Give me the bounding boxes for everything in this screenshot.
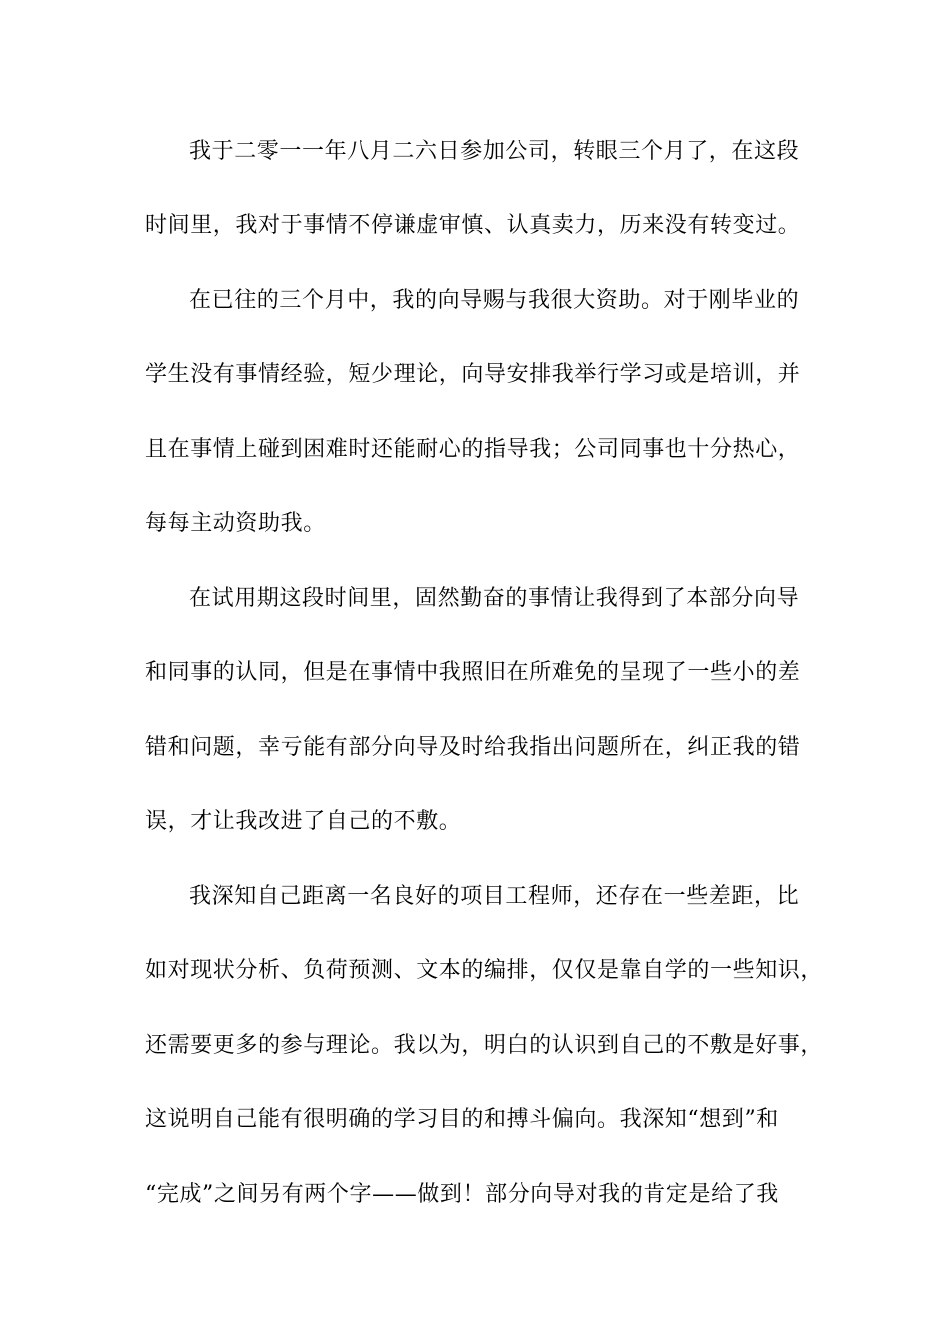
paragraph-4-line-2: 如对现状分析、负荷预测、文本的编排，仅仅是靠自学的一些知识， — [145, 958, 824, 983]
paragraph-3-line-1: 在试用期这段时间里，固然勤奋的事情让我得到了本部分向导 — [189, 586, 800, 611]
paragraph-4-line-3: 还需要更多的参与理论。我以为，明白的认识到自己的不敷是好事， — [145, 1033, 824, 1058]
paragraph-2-line-2: 学生没有事情经验，短少理论，向导安排我举行学习或是培训，并 — [145, 362, 801, 387]
paragraph-3-line-2: 和同事的认同，但是在事情中我照旧在所难免的呈现了一些小的差 — [145, 660, 801, 685]
paragraph-3-line-4: 误，才让我改进了自己的不敷。 — [145, 809, 462, 834]
paragraph-4-line-1: 我深知自己距离一名良好的项目工程师，还存在一些差距，比 — [189, 884, 800, 909]
paragraph-2-line-1: 在已往的三个月中，我的向导赐与我很大资助。对于刚毕业的 — [189, 288, 800, 313]
paragraph-1-line-1: 我于二零一一年八月二六日参加公司，转眼三个月了，在这段 — [189, 139, 800, 164]
paragraph-1-line-2: 时间里，我对于事情不停谦虚审慎、认真卖力，历来没有转变过。 — [145, 213, 801, 238]
paragraph-4-line-5: “完成”之间另有两个字——做到！部分向导对我的肯定是给了我 — [145, 1182, 779, 1207]
paragraph-2-line-4: 每每主动资助我。 — [145, 511, 326, 536]
paragraph-3-line-3: 错和问题，幸亏能有部分向导及时给我指出问题所在，纠正我的错 — [145, 735, 801, 760]
paragraph-2-line-3: 且在事情上碰到困难时还能耐心的指导我；公司同事也十分热心， — [145, 437, 801, 462]
paragraph-4-line-4: 这说明自己能有很明确的学习目的和搏斗偏向。我深知“想到”和 — [145, 1107, 779, 1132]
